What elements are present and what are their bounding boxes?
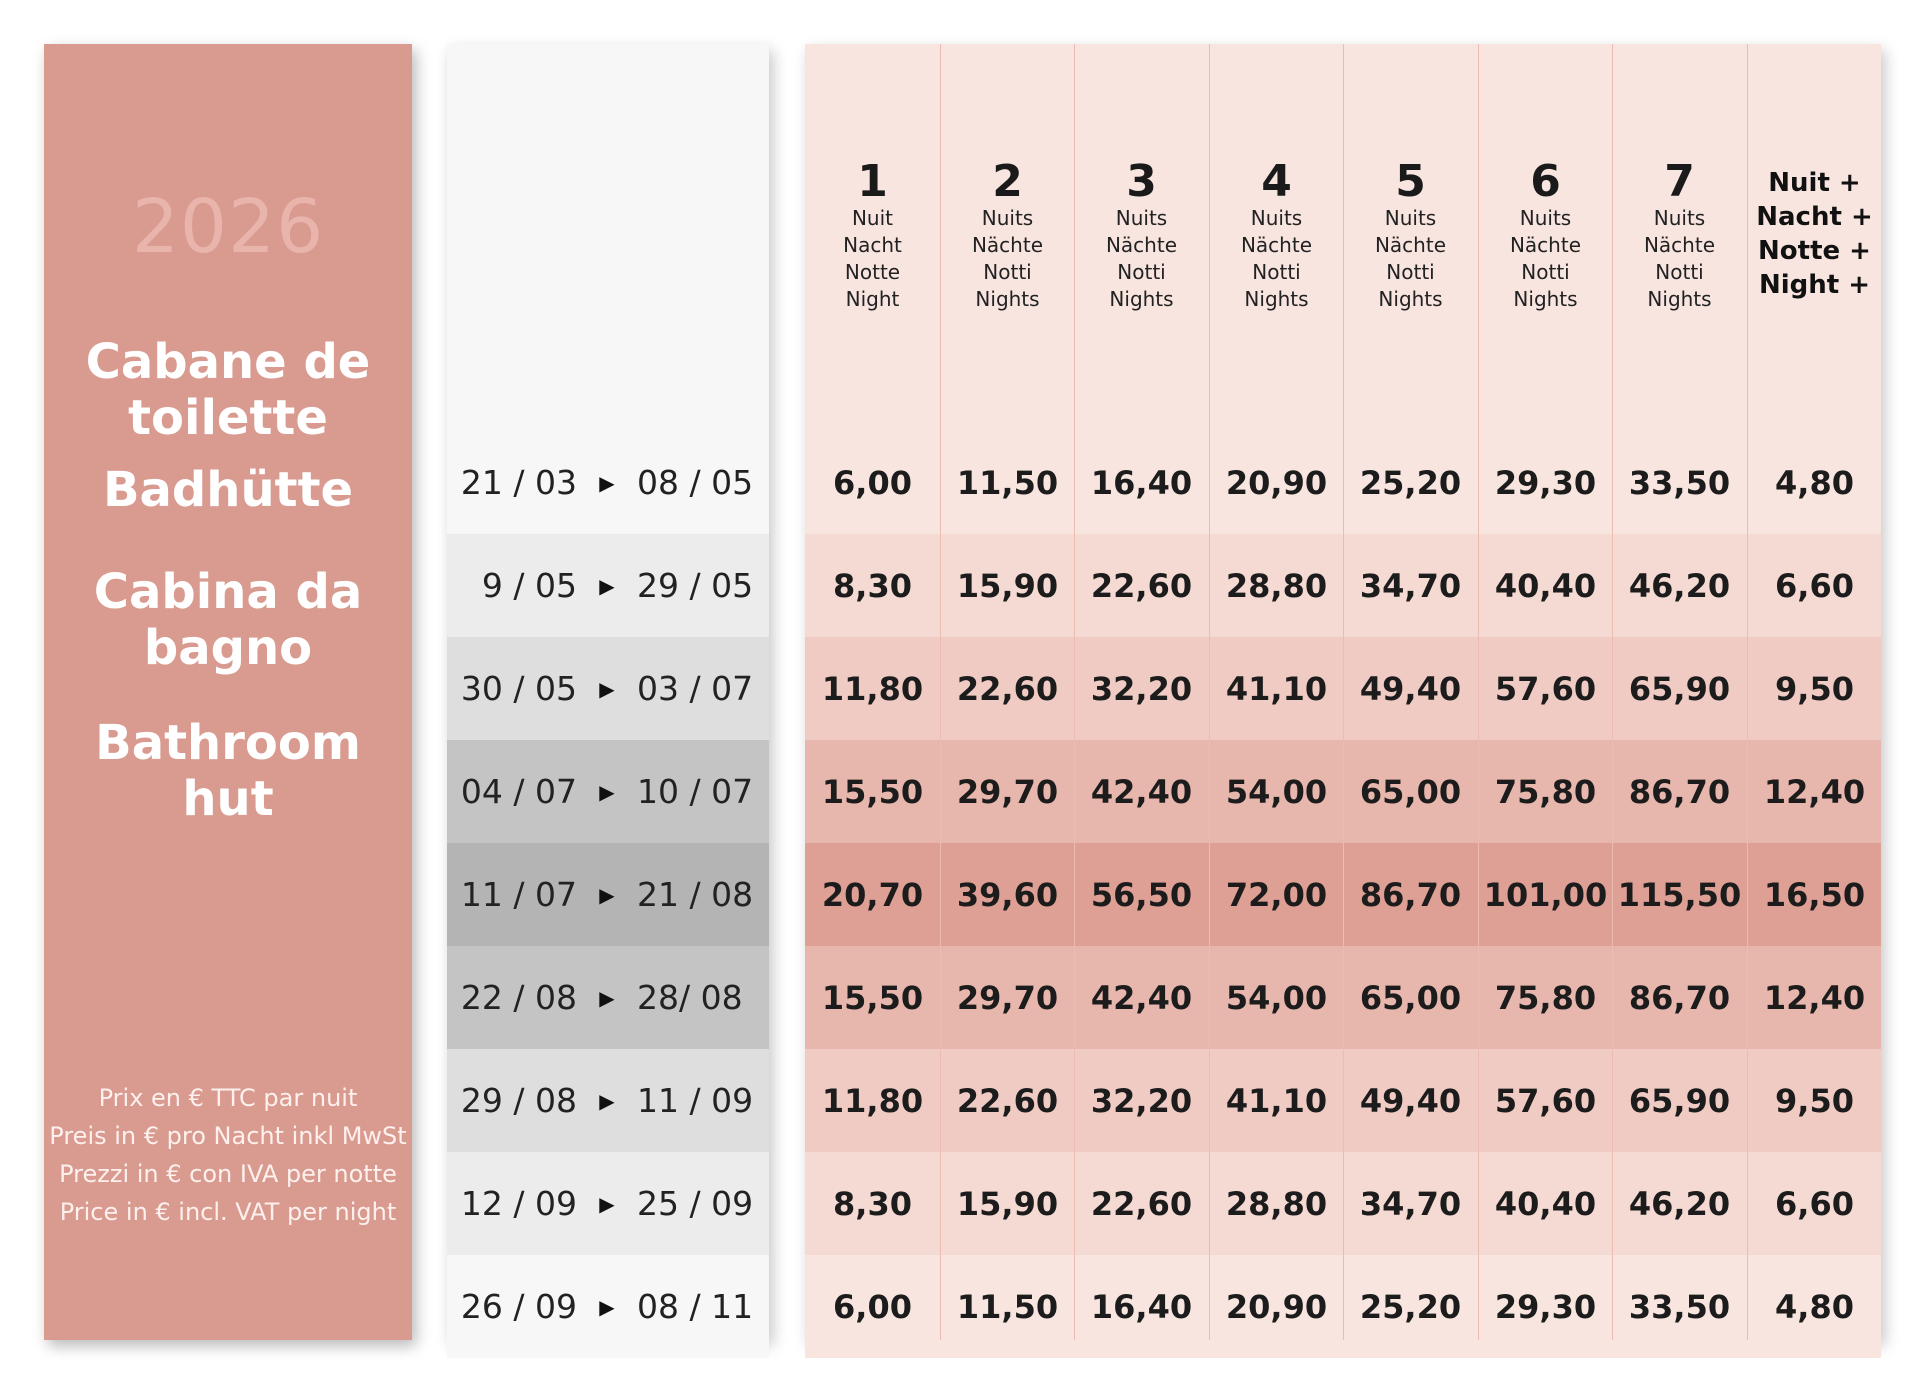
- night-word: Nacht: [843, 233, 902, 257]
- date-to: 29 / 05: [637, 566, 754, 605]
- night-word: Notti: [983, 260, 1032, 284]
- price-note: Prix en € TTC par nuit: [98, 1084, 358, 1112]
- price-cell: 56,50: [1090, 875, 1193, 914]
- price-cell: 65,90: [1628, 669, 1731, 708]
- arrow-right-icon: ▶: [599, 1088, 615, 1113]
- extra-night-word: Nuit +: [1768, 168, 1861, 198]
- price-cell: 9,50: [1775, 669, 1854, 708]
- night-count: 7: [1664, 156, 1695, 207]
- extra-night-word: Night +: [1758, 270, 1871, 300]
- price-cell: 86,70: [1359, 875, 1462, 914]
- arrow-right-icon: ▶: [599, 1191, 615, 1216]
- price-cell: 16,40: [1090, 1287, 1193, 1326]
- price-note: Preis in € pro Nacht inkl MwSt: [49, 1122, 407, 1150]
- date-range-row: [447, 637, 769, 740]
- price-cell: 42,40: [1090, 772, 1193, 811]
- price-cell: 75,80: [1494, 978, 1597, 1017]
- price-cell: 16,50: [1763, 875, 1866, 914]
- night-word: Nuits: [1653, 206, 1706, 230]
- price-cell: 4,80: [1775, 1287, 1854, 1326]
- night-words: [1612, 205, 1747, 313]
- price-cell: 33,50: [1628, 463, 1731, 502]
- product-name: Cabina da bagno: [93, 564, 363, 676]
- night-word: Nuits: [1115, 206, 1168, 230]
- price-cell: 9,50: [1775, 1081, 1854, 1120]
- price-cell: 20,90: [1225, 463, 1328, 502]
- night-word: Nights: [1513, 287, 1578, 311]
- column-header: [940, 44, 1075, 431]
- price-cell: 22,60: [1090, 1184, 1193, 1223]
- night-word: Nächte: [1240, 233, 1313, 257]
- price-cell: 49,40: [1359, 669, 1462, 708]
- night-word: Night: [845, 287, 900, 311]
- date-range-row: [447, 1255, 769, 1358]
- price-cell: 11,50: [956, 463, 1059, 502]
- price-cell: 6,60: [1775, 1184, 1854, 1223]
- price-cell: 16,40: [1090, 463, 1193, 502]
- price-cell: 65,00: [1359, 772, 1462, 811]
- price-cell: 15,50: [821, 772, 924, 811]
- product-name: Bathroom hut: [95, 715, 361, 827]
- price-cell: 42,40: [1090, 978, 1193, 1017]
- night-word: Nights: [1647, 287, 1712, 311]
- price-cell: 46,20: [1628, 566, 1731, 605]
- price-note: Prezzi in € con IVA per notte: [59, 1160, 397, 1188]
- price-cell: 25,20: [1359, 1287, 1462, 1326]
- price-cell: 15,50: [821, 978, 924, 1017]
- price-cell: 22,60: [956, 1081, 1059, 1120]
- year-heading: 2026: [131, 184, 325, 270]
- price-cell: 34,70: [1359, 1184, 1462, 1223]
- night-words: [1209, 205, 1344, 313]
- extra-night-word: Notte +: [1758, 236, 1871, 266]
- price-cell: 29,30: [1494, 463, 1597, 502]
- price-cell: 6,00: [833, 463, 912, 502]
- price-cell: 72,00: [1225, 875, 1328, 914]
- date-range-row: [447, 431, 769, 534]
- night-word: Nuits: [1250, 206, 1303, 230]
- arrow-right-icon: ▶: [599, 985, 615, 1010]
- price-cell: 49,40: [1359, 1081, 1462, 1120]
- price-cell: 33,50: [1628, 1287, 1731, 1326]
- night-count: 1: [857, 156, 888, 207]
- price-cell: 11,50: [956, 1287, 1059, 1326]
- product-name: Cabane de toilette: [85, 334, 371, 446]
- title-panel: [44, 44, 412, 1340]
- price-cell: 4,80: [1775, 463, 1854, 502]
- night-count: 6: [1530, 156, 1561, 207]
- date-from: 21 / 03: [460, 463, 577, 502]
- arrow-right-icon: ▶: [599, 1294, 615, 1319]
- price-cell: 6,60: [1775, 566, 1854, 605]
- night-words: [805, 205, 940, 313]
- night-word: Nuit: [851, 206, 894, 230]
- price-cell: 39,60: [956, 875, 1059, 914]
- price-cell: 22,60: [1090, 566, 1193, 605]
- price-cell: 6,00: [833, 1287, 912, 1326]
- price-cell: 25,20: [1359, 463, 1462, 502]
- arrow-right-icon: ▶: [599, 882, 615, 907]
- price-table: [805, 44, 1881, 1340]
- night-word: Nuits: [981, 206, 1034, 230]
- price-cell: 29,70: [956, 772, 1059, 811]
- date-from: 30 / 05: [460, 669, 577, 708]
- price-cell: 15,90: [956, 1184, 1059, 1223]
- price-cell: 20,90: [1225, 1287, 1328, 1326]
- night-word: Notti: [1117, 260, 1166, 284]
- night-count: 3: [1126, 156, 1157, 207]
- arrow-right-icon: ▶: [599, 470, 615, 495]
- price-note: Price in € incl. VAT per night: [59, 1198, 397, 1226]
- price-cell: 54,00: [1225, 978, 1328, 1017]
- arrow-right-icon: ▶: [599, 676, 615, 701]
- date-to: 10 / 07: [637, 772, 754, 811]
- date-from: 9 / 05: [481, 566, 577, 605]
- night-word: Nuits: [1384, 206, 1437, 230]
- extra-night-word: Nacht +: [1756, 202, 1873, 232]
- night-word: Nächte: [971, 233, 1044, 257]
- night-word: Nuits: [1519, 206, 1572, 230]
- price-cell: 41,10: [1225, 669, 1328, 708]
- date-range-row: [447, 946, 769, 1049]
- column-header: [1478, 44, 1613, 431]
- column-header: [805, 44, 940, 431]
- date-to: 08 / 11: [637, 1287, 754, 1326]
- date-to: 28/ 08: [637, 978, 743, 1017]
- date-from: 22 / 08: [460, 978, 577, 1017]
- date-from: 11 / 07: [460, 875, 577, 914]
- night-count: 4: [1261, 156, 1292, 207]
- price-cell: 65,90: [1628, 1081, 1731, 1120]
- price-cell: 57,60: [1494, 669, 1597, 708]
- price-notes: [44, 1079, 412, 1231]
- price-cell: 15,90: [956, 566, 1059, 605]
- arrow-right-icon: ▶: [599, 573, 615, 598]
- price-cell: 28,80: [1225, 1184, 1328, 1223]
- price-cell: 8,30: [833, 566, 912, 605]
- price-cell: 41,10: [1225, 1081, 1328, 1120]
- date-range-row: [447, 843, 769, 946]
- night-words: [1343, 205, 1478, 313]
- price-cell: 57,60: [1494, 1081, 1597, 1120]
- column-header: [1074, 44, 1209, 431]
- date-range-row: [447, 534, 769, 637]
- night-words: [1074, 205, 1209, 313]
- price-cell: 8,30: [833, 1184, 912, 1223]
- price-cell: 22,60: [956, 669, 1059, 708]
- night-count: 5: [1395, 156, 1426, 207]
- price-cell: 20,70: [821, 875, 924, 914]
- arrow-right-icon: ▶: [599, 779, 615, 804]
- price-cell: 86,70: [1628, 772, 1731, 811]
- price-cell: 32,20: [1090, 669, 1193, 708]
- night-word: Nights: [1378, 287, 1443, 311]
- date-from: 04 / 07: [460, 772, 577, 811]
- night-words: [940, 205, 1075, 313]
- price-cell: 115,50: [1617, 875, 1742, 914]
- date-to: 03 / 07: [637, 669, 754, 708]
- price-cell: 28,80: [1225, 566, 1328, 605]
- price-cell: 40,40: [1494, 566, 1597, 605]
- price-cell: 75,80: [1494, 772, 1597, 811]
- extra-night-header: [1747, 44, 1882, 431]
- night-word: Notti: [1252, 260, 1301, 284]
- price-cell: 12,40: [1763, 978, 1866, 1017]
- column-header: [1343, 44, 1478, 431]
- price-cell: 11,80: [821, 669, 924, 708]
- night-word: Nächte: [1374, 233, 1447, 257]
- date-range-row: [447, 1152, 769, 1255]
- price-cell: 29,70: [956, 978, 1059, 1017]
- night-word: Notte: [844, 260, 901, 284]
- date-to: 11 / 09: [637, 1081, 754, 1120]
- night-word: Nächte: [1643, 233, 1716, 257]
- column-header: [1209, 44, 1344, 431]
- date-to: 21 / 08: [637, 875, 754, 914]
- night-count: 2: [992, 156, 1023, 207]
- date-to: 08 / 05: [637, 463, 754, 502]
- night-word: Nights: [975, 287, 1040, 311]
- price-cell: 101,00: [1483, 875, 1608, 914]
- date-to: 25 / 09: [637, 1184, 754, 1223]
- price-cell: 11,80: [821, 1081, 924, 1120]
- price-cell: 34,70: [1359, 566, 1462, 605]
- extra-night-words: [1747, 166, 1882, 302]
- night-word: Nächte: [1105, 233, 1178, 257]
- night-word: Nights: [1244, 287, 1309, 311]
- night-word: Notti: [1386, 260, 1435, 284]
- date-from: 26 / 09: [460, 1287, 577, 1326]
- night-word: Nächte: [1509, 233, 1582, 257]
- night-word: Nights: [1109, 287, 1174, 311]
- night-word: Notti: [1655, 260, 1704, 284]
- night-word: Notti: [1521, 260, 1570, 284]
- price-cell: 32,20: [1090, 1081, 1193, 1120]
- date-range-row: [447, 740, 769, 843]
- date-from: 12 / 09: [460, 1184, 577, 1223]
- product-name: Badhütte: [102, 462, 354, 518]
- price-cell: 12,40: [1763, 772, 1866, 811]
- price-cell: 65,00: [1359, 978, 1462, 1017]
- price-cell: 54,00: [1225, 772, 1328, 811]
- column-header: [1612, 44, 1747, 431]
- price-cell: 40,40: [1494, 1184, 1597, 1223]
- date-from: 29 / 08: [460, 1081, 577, 1120]
- price-cell: 86,70: [1628, 978, 1731, 1017]
- date-column: [447, 44, 769, 1340]
- price-cell: 46,20: [1628, 1184, 1731, 1223]
- date-range-row: [447, 1049, 769, 1152]
- night-words: [1478, 205, 1613, 313]
- price-cell: 29,30: [1494, 1287, 1597, 1326]
